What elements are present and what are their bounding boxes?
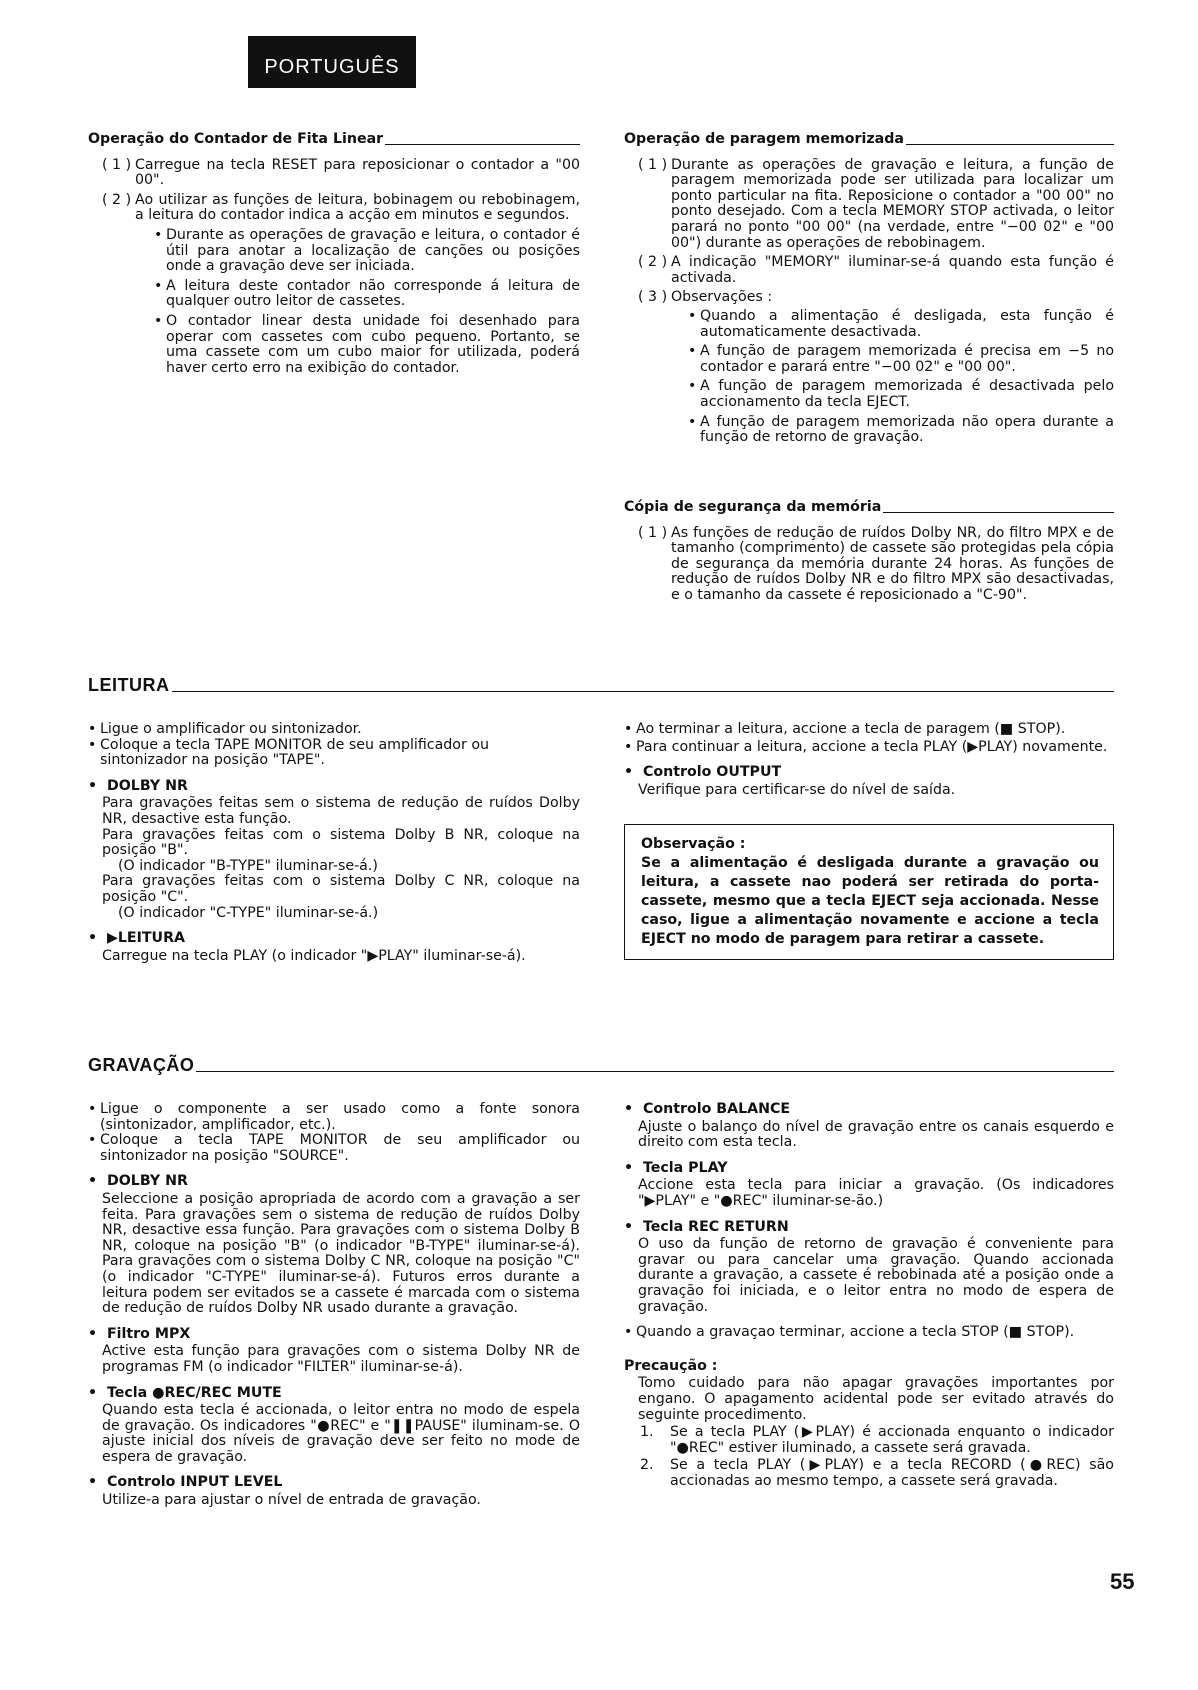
backup-section [624,500,1114,608]
counter-item-1 [88,158,580,189]
caution-item-1 [624,1425,1114,1456]
leitura-bullet-1: • Ligue o amplificador ou sintonizador. [88,722,580,738]
counter-bullet-2: • A leitura deste contador não corresponde á leitura de qualquer outro leitor de cassetes. [154,277,580,310]
bullet-text: Durante as operações de gravação e leitura, o contador é útil para anotar a localização de canções ou posições onde a gravação deve ser iniciada. [166,226,580,275]
bullet-text: Quando a alimentação é desligada, esta função é automaticamente desactivada. [700,307,1114,340]
gravacao-right [624,1102,1114,1489]
bullet-text: A função de paragem memorizada é desactivada pelo accionamento da tecla EJECT. [700,378,1114,410]
leitura-right-bullet-2: • Para continuar a leitura, accione a tecla PLAY (▶PLAY) novamente. [624,740,1114,756]
heading-text: Tecla REC RETURN [642,1218,789,1235]
leitura-heading-text: LEITURA [88,675,170,695]
backup-item-1 [624,526,1114,604]
gravacao-dolby-heading: • DOLBY NR [88,1173,188,1190]
input-level-heading: • Controlo INPUT LEVEL [88,1474,283,1491]
bullet-text: Coloque a tecla TAPE MONITOR de seu amplificador ou sintonizador na posição "SOURCE". [100,1132,580,1164]
note-title: Observação : [641,836,746,853]
bullet-text: A função de paragem memorizada não opera durante a função de retorno de gravação. [700,413,1114,446]
leitura-play-heading: • ▶LEITURA [88,930,185,947]
counter-bullet-1: • Durante as operações de gravação e leitura, o contador é útil para anotar a localização de canções ou posições onde a gravação deve ser iniciada. [154,226,580,275]
caution-title: Precaução : [624,1357,718,1374]
backup-title [624,500,1114,516]
stop-bullet: • Quando a gravaçao terminar, accione a tecla STOP (■ STOP). [624,1325,1114,1341]
heading-text: Controlo OUTPUT [642,764,782,781]
note-text: Se a alimentação é desligada durante a gravação ou leitura, a cassete nao poderá ser retirada do porta-cassete, mesmo que a tecla EJECT seja accionada. Nesse caso, ligue a alimentação novamente e accione a tecla EJECT no modo de paragem para retirar a cassete. [641,855,1099,948]
item-number: ( 2 ) [638,254,668,271]
rec-return-text: O uso da função de retorno de gravação é conveniente para gravar ou para cancelar uma gravação. Quando accionada durante a gravação, a cassete é rebobinada até a posição onde a gravação foi iniciada, e o leitor entra no modo de espera de gravação. [638,1236,1114,1315]
rec-return-heading: • Tecla REC RETURN [624,1218,789,1235]
bullet-text: Ligue o componente a ser usado como a fonte sonora (sintonizador, amplificador, etc.). [100,1101,580,1133]
item-text: Durante as operações de gravação e leitura, a função de paragem memorizada pode ser utilizada para localizar um ponto particular na fita. Reposicione o contador a "00 00" no ponto desejado. Com a tecla MEMORY STOP activada, o leitor parará no ponto "00 00" (na verdade, entre "−00 02" e "00 00") durante as operações de rebobinagem. [671,156,1114,251]
heading-text: Tecla PLAY [642,1159,728,1176]
leitura-bullet-2: • Coloque a tecla TAPE MONITOR de seu amplificador ou sintonizador na posição "TAPE". [88,738,580,769]
gravacao-bullet-1: • Ligue o componente a ser usado como a fonte sonora (sintonizador, amplificador, etc.). [88,1101,580,1133]
item-number: ( 3 ) [638,289,668,306]
language-tab [248,36,416,88]
balance-heading: • Controlo BALANCE [624,1101,791,1117]
heading-text: DOLBY NR [106,1173,188,1190]
item-text: Observações : [671,289,773,306]
caution-item-2 [624,1458,1114,1489]
play-key-text: Accione esta tecla para iniciar a gravação. (Os indicadores "▶PLAY" e "●REC" iluminar-se-ão.) [638,1177,1114,1209]
memory-bullet-4: • A função de paragem memorizada não opera durante a função de retorno de gravação. [688,413,1114,446]
memory-bullet-2: • A função de paragem memorizada é precisa em −5 no contador e parará entre "−00 02" e "00 00". [688,343,1114,375]
item-text: Se a tecla PLAY (▶PLAY) é accionada enquanto o indicador "●REC" estiver iluminado, a cassete será gravada. [670,1424,1114,1456]
play-key-heading: • Tecla PLAY [624,1159,728,1176]
counter-title-text: Operação do Contador de Fita Linear [88,131,384,147]
input-level-text: Utilize-a para ajustar o nível de entrada de gravação. [102,1492,481,1509]
bullet-text: A leitura deste contador não corresponde á leitura de qualquer outro leitor de cassetes. [166,277,580,310]
item-number: ( 1 ) [102,156,132,173]
mpx-text: Active esta função para gravações com o sistema Dolby NR de programas FM (o indicador "FILTER" iluminar-se-á). [102,1343,580,1375]
power-note-box [624,824,1114,960]
gravacao-left [88,1102,580,1509]
mpx-heading: • Filtro MPX [88,1325,191,1342]
memory-bullet-1: • Quando a alimentação é desligada, esta função é automaticamente desactivada. [688,307,1114,340]
memory-item-3 [624,290,1114,306]
item-text: A indicação "MEMORY" iluminar-se-á quando esta função é activada. [671,254,1114,286]
item-text: Carregue na tecla RESET para reposicionar o contador a "00 00". [135,156,580,189]
item-text: Se a tecla PLAY (▶PLAY) e a tecla RECORD (●REC) são accionadas ao mesmo tempo, a cassete será gravada. [670,1457,1114,1489]
leitura-play-text: Carregue na tecla PLAY (o indicador "▶PLAY" iluminar-se-á). [102,947,526,964]
leitura-dolby-p3-note: (O indicador "C-TYPE" iluminar-se-á.) [118,904,379,921]
bullet-text: Quando a gravaçao terminar, accione a tecla STOP (■ STOP). [636,1324,1075,1341]
item-number: ( 1 ) [638,524,668,541]
heading-text: Filtro MPX [106,1325,191,1342]
leitura-right [624,722,1114,960]
leitura-heading [88,675,1114,695]
memory-item-2 [624,255,1114,286]
bullet-text: Ao terminar a leitura, accione a tecla de paragem (■ STOP). [636,721,1066,737]
item-text: Ao utilizar as funções de leitura, bobinagem ou rebobinagem, a leitura do contador indica a acção em minutos e segundos. [135,191,580,224]
bullet-text: A função de paragem memorizada é precisa em −5 no contador e parará entre "−00 02" e "00 00". [700,343,1114,375]
caution-text: Tomo cuidado para não apagar gravações importantes por engano. O apagamento acidental pode ser evitado através do seguinte procedimento. [638,1375,1114,1423]
heading-text: Controlo BALANCE [642,1101,791,1117]
backup-title-text: Cópia de segurança da memória [624,499,882,515]
memory-stop-title [624,132,1114,148]
bullet-text: Coloque a tecla TAPE MONITOR de seu amplificador ou sintonizador na posição "TAPE". [100,736,489,769]
gravacao-heading [88,1055,1114,1075]
memory-stop-title-text: Operação de paragem memorizada [624,131,904,147]
item-number: 1. [640,1424,654,1441]
rec-heading: • Tecla ●REC/REC MUTE [88,1384,282,1401]
heading-text: Tecla ●REC/REC MUTE [106,1384,282,1401]
item-text: As funções de redução de ruídos Dolby NR, do filtro MPX e de tamanho (comprimento) de cassete são protegidas pela cópia de segurança da memória durante 24 horas. As funções de redução de ruídos Dolby NR e do filtro MPX são desactivadas, e o tamanho da cassete é reposicionado a "C-90". [671,524,1114,603]
leitura-right-bullet-1: • Ao terminar a leitura, accione a tecla de paragem (■ STOP). [624,722,1114,738]
heading-text: DOLBY NR [106,777,188,794]
heading-text: ▶LEITURA [106,930,185,947]
leitura-dolby-heading: • DOLBY NR [88,777,188,794]
counter-item-2 [88,193,580,224]
gravacao-bullet-2: • Coloque a tecla TAPE MONITOR de seu amplificador ou sintonizador na posição "SOURCE". [88,1132,580,1164]
gravacao-dolby-text: Seleccione a posição apropriada de acordo com a gravação a ser feita. Para gravações sem o sistema de redução de ruídos Dolby NR, desactive essa função. Para gravações com o sistema Dolby B NR, coloque na posição "B" (o indicador "B-TYPE" iluminar-se-á). Para gravações com o sistema Dolby C NR, coloque na posição "C" (o indicador "C-TYPE" iluminar-se-á). Futuros erros durante a leitura podem ser evitados se a cassete é marcada com o sistema de redução de ruídos Dolby NR usado durante a gravação. [102,1190,580,1317]
memory-stop-section [624,132,1114,450]
leitura-dolby-p3: Para gravações feitas com o sistema Dolby C NR, coloque na posição "C". [102,873,580,905]
leitura-dolby-p1: Para gravações feitas sem o sistema de redução de ruídos Dolby NR, desactive esta função. [102,795,580,827]
page-number: 55 [1110,1569,1135,1594]
leitura-dolby-p2-note: (O indicador "B-TYPE" iluminar-se-á.) [118,857,378,874]
leitura-left [88,722,580,964]
item-number: 2. [640,1457,654,1474]
item-number: ( 1 ) [638,156,668,173]
heading-text: Controlo INPUT LEVEL [106,1474,283,1491]
bullet-text: Ligue o amplificador ou sintonizador. [100,721,362,737]
counter-section [88,132,580,380]
counter-bullet-3: • O contador linear desta unidade foi desenhado para operar com cassetes com cubo pequeno. Portanto, se uma cassete com um cubo maior for utilizada, poderá haver certo erro na exibição do contador. [154,312,580,376]
output-text: Verifique para certificar-se do nível de saída. [638,781,956,798]
bullet-text: Para continuar a leitura, accione a tecla PLAY (▶PLAY) novamente. [636,738,1108,755]
rec-text: Quando esta tecla é accionada, o leitor entra no modo de espela de gravação. Os indicadores "●REC" e "❚❚PAUSE" iluminam-se. O ajuste inicial dos níveis de gravação deve ser feito no mode de espera de gravação. [102,1402,580,1465]
language-tab-label: PORTUGUÊS [264,56,400,79]
item-number: ( 2 ) [102,191,132,208]
memory-item-1 [624,158,1114,252]
balance-text: Ajuste o balanço do nível de gravação entre os canais esquerdo e direito com esta tecla. [638,1118,1114,1151]
leitura-dolby-p2: Para gravações feitas com o sistema Dolby B NR, coloque na posição "B". [102,826,580,859]
counter-title [88,132,580,148]
output-heading: • Controlo OUTPUT [624,764,782,781]
gravacao-heading-text: GRAVAÇÃO [88,1055,195,1075]
memory-bullet-3: • A função de paragem memorizada é desactivada pelo accionamento da tecla EJECT. [688,378,1114,410]
bullet-text: O contador linear desta unidade foi desenhado para operar com cassetes com cubo pequeno. Portanto, se uma cassete com um cubo maior for utilizada, poderá haver certo erro na exibição do contador. [166,312,580,376]
